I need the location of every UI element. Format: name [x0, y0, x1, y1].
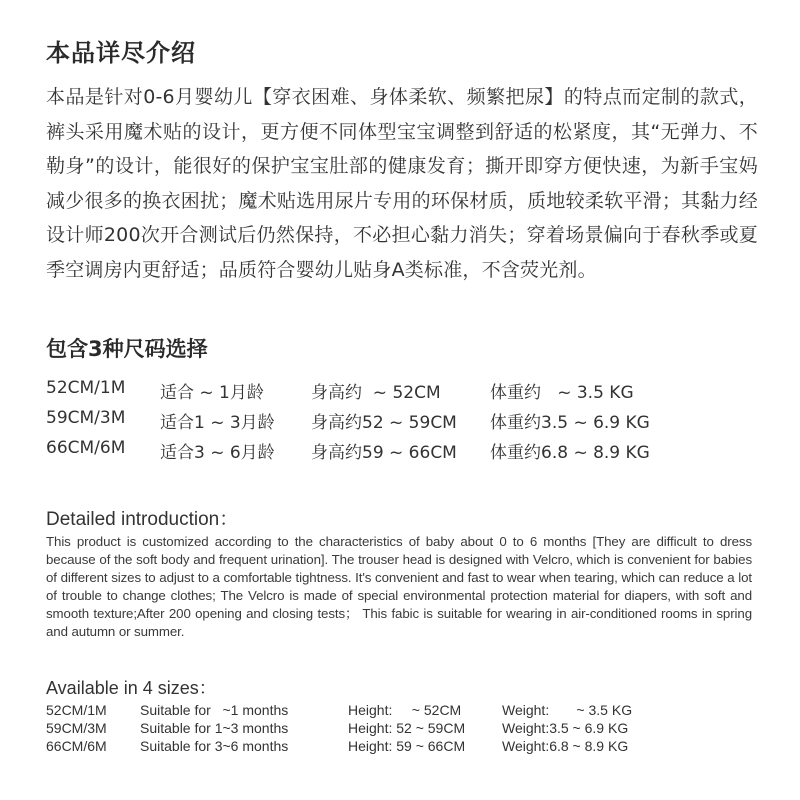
age-range: Suitable for ~1 months: [140, 702, 289, 718]
weight-range: Weight:6.8 ~ 8.9 KG: [502, 738, 629, 754]
size-label: 59CM/3M: [46, 720, 107, 736]
en-size-table: [46, 702, 758, 756]
age-range: Suitable for 1~3 months: [140, 720, 289, 736]
en-section-title: Detailed introduction：: [46, 509, 239, 530]
height-range: 身高约52 ~ 59CM: [311, 413, 457, 433]
cn-size-row: [46, 378, 758, 408]
height-range: 身高约59 ~ 66CM: [311, 443, 457, 463]
cn-size-row: [46, 438, 758, 468]
en-size-row: [46, 720, 758, 738]
age-range: 适合3 ~ 6月龄: [160, 443, 275, 463]
weight-range: 体重约3.5 ~ 6.9 KG: [490, 413, 650, 433]
weight-range: 体重约6.8 ~ 8.9 KG: [490, 443, 650, 463]
weight-range: Weight: ~ 3.5 KG: [502, 702, 633, 718]
age-range: Suitable for 3~6 months: [140, 738, 289, 754]
height-range: Height: 59 ~ 66CM: [348, 738, 466, 754]
cn-description: 本品是针对0-6月婴幼儿【穿衣困难、身体柔软、频繁把尿】的特点而定制的款式，裤头采用魔术贴的设计，更方便不同体型宝宝调整到舒适的松紧度，其“无弹力、不勒身”的设计，能很好的保护宝宝肚部的健康发育；撕开即穿方便快速，为新手宝妈减少很多的换衣困扰；魔术贴选用尿片专用的环保材质，质地较柔软平滑；其黏力经设计师200次开合测试后仍然保持，不必担心黏力消失；穿着场景偏向于春秋季或夏季空调房内更舒适；品质符合婴幼儿贴身A类标准，不含荧光剂。: [46, 86, 758, 281]
height-range: Height: 52 ~ 59CM: [348, 720, 466, 736]
height-range: 身高约 ~ 52CM: [311, 383, 441, 403]
weight-range: Weight:3.5 ~ 6.9 KG: [502, 720, 629, 736]
size-label: 52CM/1M: [46, 702, 107, 718]
size-label: 66CM/6M: [46, 438, 126, 458]
size-label: 66CM/6M: [46, 738, 107, 754]
cn-size-row: [46, 408, 758, 438]
en-size-row: [46, 738, 758, 756]
size-label: 59CM/3M: [46, 408, 126, 428]
en-description: This product is customized according to the characteristics of baby about 0 to 6 months [They are difficult to dress because of the soft body and frequent urination]. The trouser head is designed with Velcro, which is convenient for babies of different sizes to adjust to a comfortable tightness. It's convenient and fast to wear when tearing, which can reduce a lot of trouble to change clothes; The Velcro is made of special environmental protection material for diapers, with soft and smooth texture;After 200 opening and closing tests； This fabic is suitable for wearing in air-conditioned rooms in spring and autumn or summer.: [46, 534, 752, 640]
cn-sizes-title: 包含3种尺码选择: [46, 337, 208, 361]
age-range: 适合1 ~ 3月龄: [160, 413, 275, 433]
en-size-row: [46, 702, 758, 720]
size-label: 52CM/1M: [46, 378, 126, 398]
en-sizes-title: Available in 4 sizes：: [46, 678, 217, 698]
cn-section-title: 本品详尽介绍: [46, 39, 196, 67]
weight-range: 体重约 ~ 3.5 KG: [490, 383, 634, 403]
age-range: 适合 ~ 1月龄: [160, 383, 264, 403]
height-range: Height: ~ 52CM: [348, 702, 462, 718]
cn-size-table: [46, 378, 758, 468]
